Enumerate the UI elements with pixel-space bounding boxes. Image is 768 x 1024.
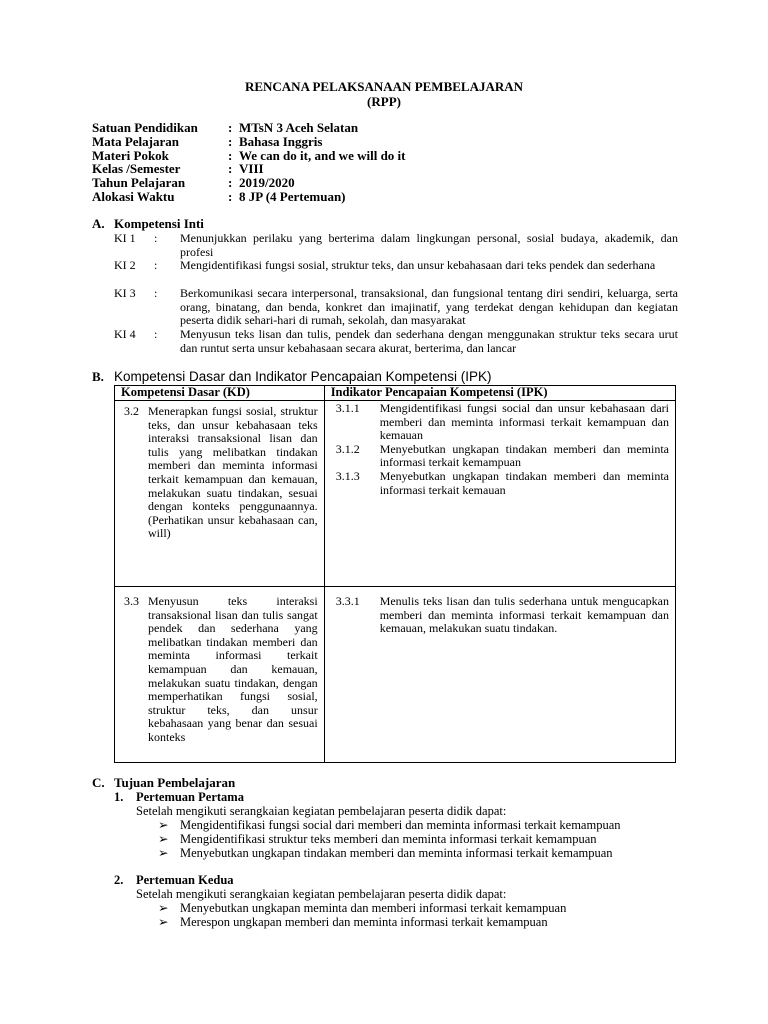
ipk-number: 3.1.1 <box>335 401 360 415</box>
identity-value: 8 JP (4 Pertemuan) <box>239 188 346 204</box>
ki-item <box>114 287 678 328</box>
ki-item <box>114 259 678 273</box>
list-item-text: Mengidentifikasi struktur teks memberi dan meminta informasi terkait kemampuan <box>180 832 597 846</box>
identity-label: Mata Pelajaran <box>92 133 180 149</box>
ki-item <box>114 232 678 259</box>
ipk-item <box>331 470 669 497</box>
ipk-number: 3.1.3 <box>335 468 360 483</box>
column-header-ipk: Indikator Pencapaian Kompetensi (IPK) <box>324 386 675 401</box>
kd-text: Menerapkan fungsi sosial, struktur teks, dan unsur kebahasaan teks interaksi transaksional lisan dan tulis yang melibatkan tindakan memberi dan meminta informasi terkait kemampuan dan kemauan, melakukan suatu tindakan, sesuai dengan konteks penggunaannya. (Perhatikan unsur kebahasaan can, will) <box>148 404 318 541</box>
ki-item <box>114 328 678 355</box>
list-item-text: Mengidentifikasi fungsi social dari memberi dan meminta informasi terkait kemampuan <box>180 818 621 832</box>
ki-colon: : <box>154 231 158 245</box>
identity-label: Alokasi Waktu <box>92 188 175 204</box>
identity-colon: : <box>228 147 233 163</box>
identity-colon: : <box>228 188 233 204</box>
kd-text: Menyusun teks interaksi transaksional lisan dan tulis sangat pendek dan sederhana yang melibatkan tindakan memberi dan meminta informasi terkait kemampuan dan kemauan, melakukan suatu tindakan, dengan memperhatikan fungsi sosial, struktur teks, dan unsur kebahasaan yang benar dan sesuai konteks <box>148 594 318 744</box>
section-title: Kompetensi Inti <box>114 216 204 231</box>
identity-label: Satuan Pendidikan <box>92 120 198 135</box>
meeting-number: 1. <box>114 790 124 804</box>
ipk-item <box>331 402 669 443</box>
identity-colon: : <box>228 133 233 149</box>
ipk-item <box>331 443 669 470</box>
ki-code: KI 3 <box>114 286 136 300</box>
identity-label: Materi Pokok <box>92 147 169 163</box>
ipk-text: Menyebutkan ungkapan tindakan memberi dan meminta informasi terkait kemauan <box>379 468 669 497</box>
ki-text: Menyusun teks lisan dan tulis, pendek dan sederhana dengan menggunakan struktur teks secara urut dan runtut serta unsur kebahasaan secara akurat, berterima, dan lancar <box>180 327 678 355</box>
kd-cell <box>115 587 325 763</box>
ki-colon: : <box>154 258 158 272</box>
document-subtitle: (RPP) <box>367 94 401 109</box>
ipk-text: Mengidentifikasi fungsi social dan unsur kebahasaan dari memberi dan meminta informasi terkait kemampuan dan kemauan <box>379 401 669 443</box>
arrow-bullet-icon: ➢ <box>158 901 169 915</box>
ipk-cell <box>324 587 675 763</box>
ipk-number: 3.3.1 <box>335 594 360 608</box>
identity-value: We can do it, and we will do it <box>239 147 406 163</box>
arrow-bullet-icon: ➢ <box>158 846 169 860</box>
section-title: Kompetensi Dasar dan Indikator Pencapaian Kompetensi (IPK) <box>114 369 492 384</box>
arrow-bullet-icon: ➢ <box>158 832 169 846</box>
kd-cell <box>115 401 325 587</box>
kd-number: 3.3 <box>124 594 139 608</box>
ipk-item <box>331 595 669 636</box>
ipk-text: Menulis teks lisan dan tulis sederhana untuk mengucapkan memberi dan meminta informasi terkait kemampuan dan kemauan, melakukan suatu tindakan. <box>379 594 669 636</box>
ki-text: Menunjukkan perilaku yang berterima dalam lingkungan personal, sosial budaya, akademik, dan profesi <box>180 231 678 259</box>
ki-code: KI 1 <box>114 231 136 245</box>
identity-colon: : <box>228 120 233 135</box>
meeting-intro: Setelah mengikuti serangkaian kegiatan pembelajaran peserta didik dapat: <box>136 887 507 901</box>
ki-text: Mengidentifikasi fungsi sosial, struktur teks, dan unsur kebahasaan dari teks pendek dan sederhana <box>180 258 656 272</box>
section-title: Tujuan Pembelajaran <box>114 775 236 790</box>
identity-colon: : <box>228 175 233 191</box>
identity-value: 2019/2020 <box>239 175 295 191</box>
column-header-kd: Kompetensi Dasar (KD) <box>115 386 325 401</box>
arrow-bullet-icon: ➢ <box>158 818 169 832</box>
section-letter: C. <box>92 775 105 790</box>
document-title: RENCANA PELAKSANAAN PEMBELAJARAN <box>244 79 524 94</box>
section-letter: A. <box>92 216 105 231</box>
identity-label: Kelas /Semester <box>92 161 181 177</box>
meeting-title: Pertemuan Pertama <box>136 790 244 804</box>
identity-value: VIII <box>239 161 264 177</box>
list-item-text: Merespon ungkapan memberi dan meminta informasi terkait kemampuan <box>180 915 548 929</box>
table-header-row <box>115 386 676 401</box>
meeting-title: Pertemuan Kedua <box>136 873 234 887</box>
section-letter: B. <box>92 369 104 384</box>
identity-value: MTsN 3 Aceh Selatan <box>239 120 359 135</box>
ki-text: Berkomunikasi secara interpersonal, transaksional, dan fungsional tentang diri sendiri, keluarga, serta orang, binatang, dan benda, konkret dan imajinatif, yang terdekat dengan kehidupan dan kegiatan peserta didik sehari-hari di rumah, sekolah, dan masyarakat <box>180 286 678 328</box>
ipk-cell <box>324 401 675 587</box>
ki-code: KI 4 <box>114 327 136 341</box>
ipk-number: 3.1.2 <box>335 441 360 456</box>
table-row <box>115 587 676 763</box>
ki-colon: : <box>154 286 158 300</box>
kd-number: 3.2 <box>124 404 139 418</box>
arrow-bullet-icon: ➢ <box>158 915 169 929</box>
ki-colon: : <box>154 327 158 341</box>
identity-label: Tahun Pelajaran <box>92 175 186 191</box>
ki-code: KI 2 <box>114 258 136 272</box>
ipk-text: Menyebutkan ungkapan tindakan memberi dan meminta informasi terkait kemampuan <box>379 441 669 470</box>
list-item-text: Menyebutkan ungkapan meminta dan memberi informasi terkait kemampuan <box>180 901 567 915</box>
kd-ipk-table <box>114 385 676 763</box>
list-item-text: Menyebutkan ungkapan tindakan memberi dan meminta informasi terkait kemampuan <box>180 846 613 860</box>
identity-colon: : <box>228 161 233 177</box>
meeting-intro: Setelah mengikuti serangkaian kegiatan pembelajaran peserta didik dapat: <box>136 804 507 818</box>
meeting-number: 2. <box>114 873 124 887</box>
identity-value: Bahasa Inggris <box>239 133 323 149</box>
table-row <box>115 401 676 587</box>
